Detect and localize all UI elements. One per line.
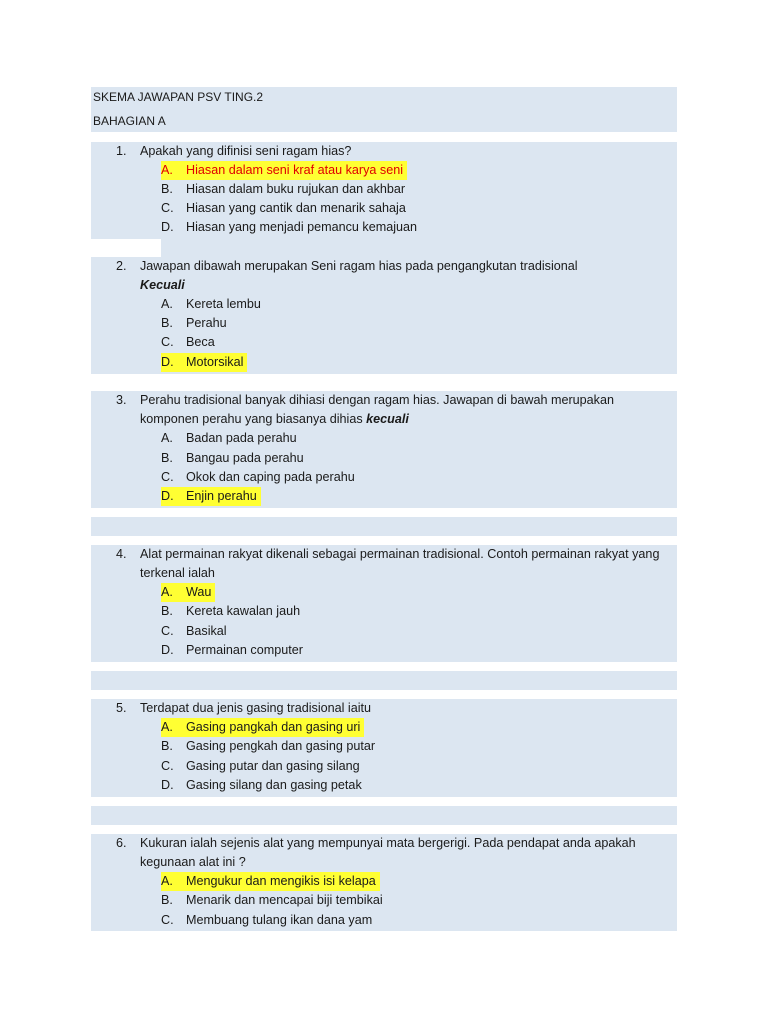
option-text: Hiasan dalam buku rujukan dan akhbar (186, 182, 406, 196)
option-letter: D. (161, 778, 174, 792)
question-6-number: 6. (116, 836, 127, 850)
option-text: Mengukur dan mengikis isi kelapa (186, 874, 376, 888)
option-letter: A. (161, 720, 173, 734)
option-text: Kereta kawalan jauh (186, 604, 301, 618)
option-text: Gasing pangkah dan gasing uri (186, 720, 361, 734)
question-2-text (140, 257, 676, 295)
option-text: Wau (186, 585, 212, 599)
option-letter: A. (161, 163, 173, 177)
question-3-number: 3. (116, 393, 127, 407)
question-4-number: 4. (116, 547, 127, 561)
question-5-option-c (161, 757, 360, 776)
question-2-body: Jawapan dibawah merupakan Seni ragam hias pada pengangkutan tradisional (140, 259, 578, 273)
question-5-option-b (161, 737, 375, 756)
option-text: Hiasan yang cantik dan menarik sahaja (186, 201, 406, 215)
question-1-option-c (161, 199, 406, 218)
option-text: Motorsikal (186, 355, 244, 369)
question-2-option-c (161, 333, 215, 352)
option-text: Membuang tulang ikan dana yam (186, 913, 373, 927)
option-letter: C. (161, 624, 174, 638)
question-1-number: 1. (116, 144, 127, 158)
spacer-band-2 (91, 671, 677, 690)
option-text: Perahu (186, 316, 227, 330)
question-4-option-d (161, 641, 303, 660)
option-letter: A. (161, 585, 173, 599)
question-6-option-b (161, 891, 383, 910)
option-letter: B. (161, 316, 173, 330)
option-letter: C. (161, 913, 174, 927)
option-letter: B. (161, 451, 173, 465)
option-text: Hiasan dalam seni kraf atau karya seni (186, 163, 404, 177)
option-text: Beca (186, 335, 215, 349)
question-3-option-b (161, 449, 304, 468)
option-text: Gasing silang dan gasing petak (186, 778, 362, 792)
option-letter: D. (161, 489, 174, 503)
section-title: BAHAGIAN A (93, 114, 166, 128)
option-letter: C. (161, 759, 174, 773)
question-6-option-c (161, 911, 372, 930)
question-5-number: 5. (116, 701, 127, 715)
option-text: Enjin perahu (186, 489, 257, 503)
option-letter: C. (161, 470, 174, 484)
option-text: Kereta lembu (186, 297, 261, 311)
question-4-option-b (161, 602, 300, 621)
option-text: Bangau pada perahu (186, 451, 304, 465)
question-2-option-a (161, 295, 261, 314)
question-4-option-c (161, 622, 227, 641)
spacer-band-1 (91, 517, 677, 536)
option-letter: B. (161, 893, 173, 907)
option-letter: C. (161, 335, 174, 349)
option-text: Okok dan caping pada perahu (186, 470, 355, 484)
option-letter: B. (161, 182, 173, 196)
document-title: SKEMA JAWAPAN PSV TING.2 (93, 90, 264, 104)
option-text: Badan pada perahu (186, 431, 297, 445)
option-letter: B. (161, 604, 173, 618)
option-text: Permainan computer (186, 643, 303, 657)
option-letter: A. (161, 874, 173, 888)
option-text: Menarik dan mencapai biji tembikai (186, 893, 383, 907)
question-2-emphasis: Kecuali (140, 278, 185, 292)
question-1-strip (161, 239, 677, 257)
question-3-body: Perahu tradisional banyak dihiasi dengan ragam hias. Jawapan di bawah merupakan komponen perahu yang biasanya dihias (140, 393, 614, 426)
question-5-option-d (161, 776, 362, 795)
question-1-option-b (161, 180, 405, 199)
question-2-option-b (161, 314, 227, 333)
option-text: Hiasan yang menjadi pemancu kemajuan (186, 220, 418, 234)
option-letter: D. (161, 220, 174, 234)
question-3-text (140, 391, 676, 429)
option-letter: D. (161, 643, 174, 657)
question-3-option-d (161, 487, 261, 506)
option-letter: D. (161, 355, 174, 369)
option-text: Gasing putar dan gasing silang (186, 759, 360, 773)
question-3-option-c (161, 468, 355, 487)
question-3-emphasis: kecuali (366, 412, 409, 426)
question-5-option-a (161, 718, 364, 737)
question-6-text: Kukuran ialah sejenis alat yang mempunyai mata bergerigi. Pada pendapat anda apakah kegunaan alat ini ? (140, 836, 636, 869)
question-4-option-a (161, 583, 215, 602)
option-text: Gasing pengkah dan gasing putar (186, 739, 376, 753)
option-letter: B. (161, 739, 173, 753)
question-5-text: Terdapat dua jenis gasing tradisional iaitu (140, 701, 372, 715)
option-text: Basikal (186, 624, 227, 638)
option-letter: A. (161, 297, 173, 311)
option-letter: C. (161, 201, 174, 215)
question-2-option-d (161, 353, 247, 372)
question-1-text: Apakah yang difinisi seni ragam hias? (140, 144, 352, 158)
question-3-option-a (161, 429, 297, 448)
question-4-text: Alat permainan rakyat dikenali sebagai permainan tradisional. Contoh permainan rakyat yang terkenal ialah (140, 547, 660, 580)
question-1-option-d (161, 218, 417, 237)
spacer-band-3 (91, 806, 677, 825)
question-2-number: 2. (116, 259, 127, 273)
question-1-option-a (161, 161, 407, 180)
question-6-option-a (161, 872, 380, 891)
option-letter: A. (161, 431, 173, 445)
